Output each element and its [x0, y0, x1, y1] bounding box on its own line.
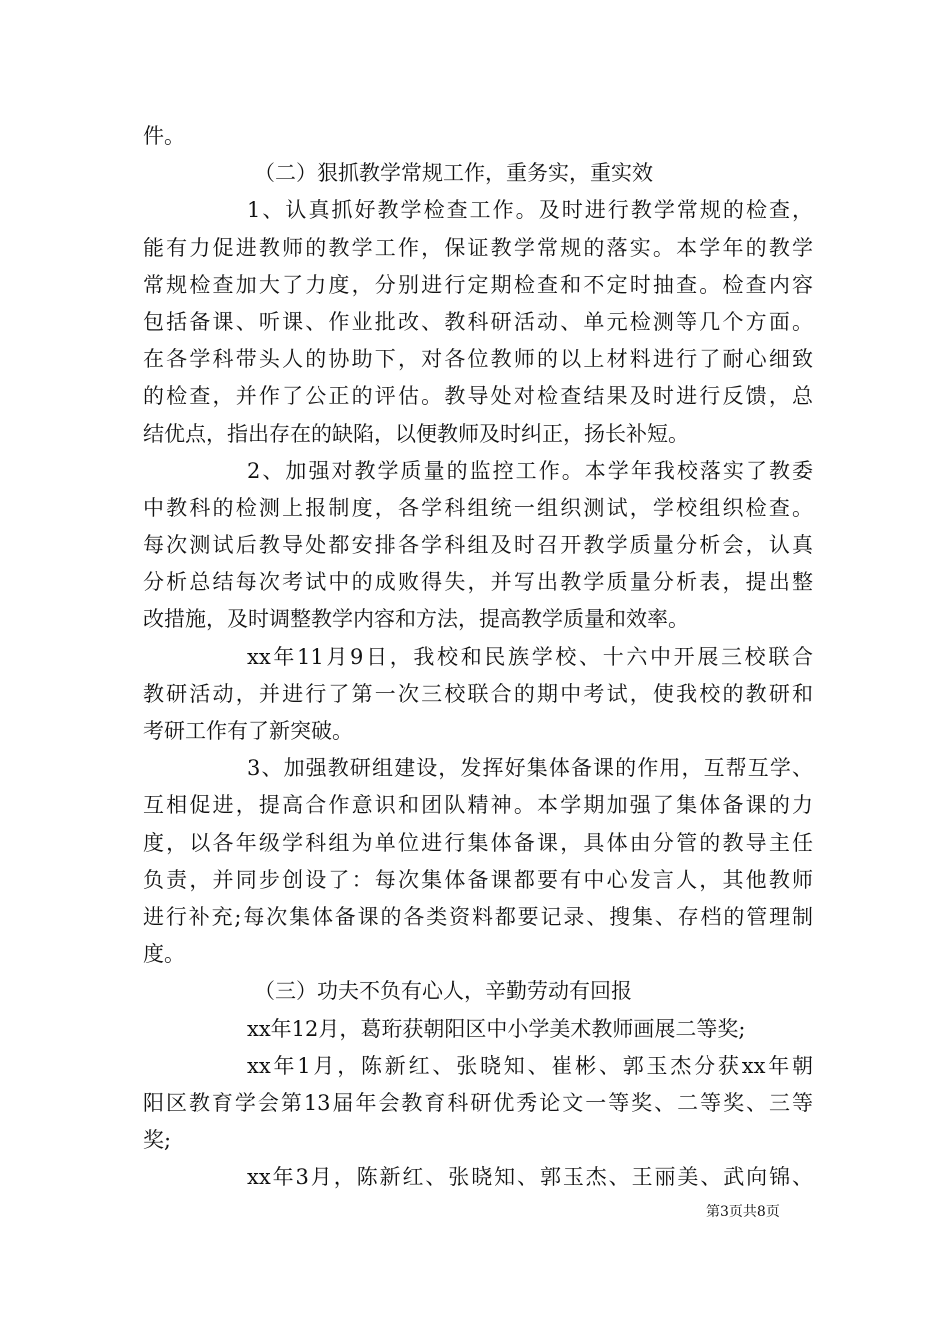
text-line: 度，以各年级学科组为单位进行集体备课，具体由分管的教导主任 — [143, 830, 813, 855]
text-line: 每次测试后教导处都安排各学科组及时召开教学质量分析会，认真 — [143, 533, 813, 558]
text-line: xx年3月，陈新红、张晓知、郭玉杰、王丽美、武向锦、 — [247, 1165, 813, 1190]
text-line: 件。 — [143, 124, 185, 148]
text-line: 度。 — [143, 942, 185, 967]
text-line: 奖; — [143, 1128, 172, 1153]
section-heading-2: （二）狠抓教学常规工作，重务实，重实效 — [254, 161, 653, 186]
text-line: 3、加强教研组建设，发挥好集体备课的作用，互帮互学、 — [247, 756, 813, 781]
text-line: xx年12月，葛珩获朝阳区中小学美术教师画展二等奖; — [247, 1016, 746, 1041]
text-line: 2、加强对教学质量的监控工作。本学年我校落实了教委 — [247, 458, 813, 483]
text-line: 改措施，及时调整教学内容和方法，提高教学质量和效率。 — [143, 607, 689, 632]
text-line: 分析总结每次考试中的成败得失，并写出教学质量分析表，提出整 — [143, 570, 813, 595]
section-heading-3: （三）功夫不负有心人，辛勤劳动有回报 — [254, 979, 632, 1004]
text-line: 中教科的检测上报制度，各学科组统一组织测试，学校组织检查。 — [143, 495, 813, 520]
text-line: 教研活动，并进行了第一次三校联合的期中考试，使我校的教研和 — [143, 681, 813, 706]
text-line: xx年11月9日，我校和民族学校、十六中开展三校联合 — [247, 644, 813, 669]
text-line: 包括备课、听课、作业批改、教科研活动、单元检测等几个方面。 — [143, 309, 813, 334]
text-line: 进行补充;每次集体备课的各类资料都要记录、搜集、存档的管理制 — [143, 904, 813, 929]
text-line: 阳区教育学会第13届年会教育科研优秀论文一等奖、二等奖、三等 — [143, 1090, 813, 1115]
text-line: 的检查，并作了公正的评估。教导处对检查结果及时进行反馈，总 — [143, 384, 813, 409]
text-line: 在各学科带头人的协助下，对各位教师的以上材料进行了耐心细致 — [143, 347, 813, 372]
document-body — [143, 118, 813, 1196]
text-line: 1、认真抓好教学检查工作。及时进行教学常规的检查， — [247, 198, 813, 223]
text-line: 常规检查加大了力度，分别进行定期检查和不定时抽查。检查内容 — [143, 272, 813, 297]
text-line: 能有力促进教师的教学工作，保证教学常规的落实。本学年的教学 — [143, 235, 813, 260]
page-number: 第3页共8页 — [706, 1204, 780, 1220]
text-line: 负责，并同步创设了：每次集体备课都要有中心发言人，其他教师 — [143, 867, 813, 892]
text-line: 互相促进，提高合作意识和团队精神。本学期加强了集体备课的力 — [143, 793, 813, 818]
text-line: xx年1月，陈新红、张晓知、崔彬、郭玉杰分获xx年朝 — [247, 1053, 813, 1078]
text-line: 考研工作有了新突破。 — [143, 719, 353, 743]
text-line: 结优点，指出存在的缺陷，以便教师及时纠正，扬长补短。 — [143, 421, 689, 446]
